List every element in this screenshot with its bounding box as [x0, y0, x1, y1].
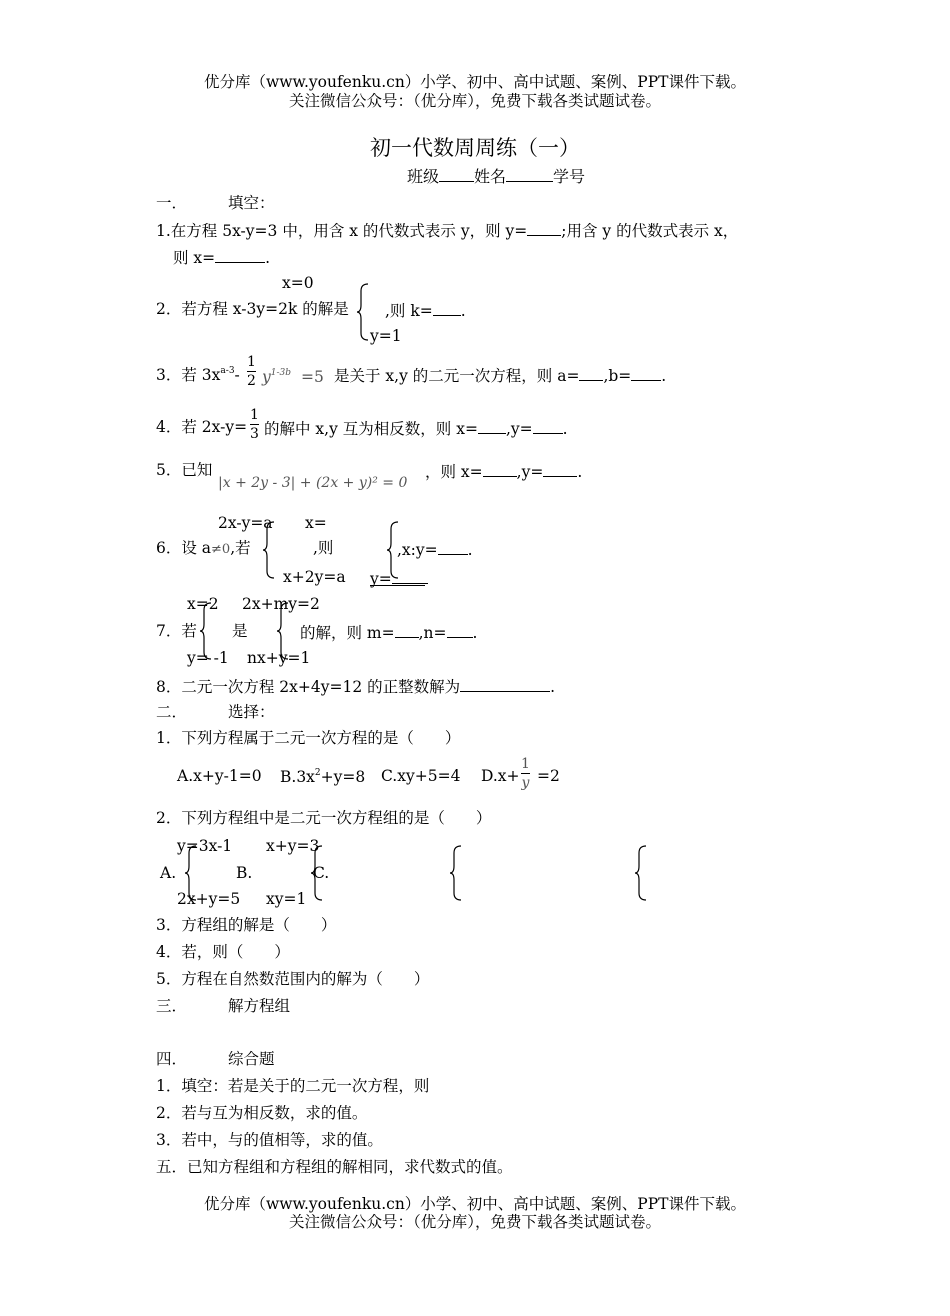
s2-q2: 2．下列方程组中是二元一次方程组的是（ ）: [156, 809, 492, 827]
s1-q7-text-d: ,n=: [418, 624, 447, 642]
s1-q6-text-a: 6．设 a: [156, 539, 212, 557]
s1-q2-text-a: 2．若方程 x-3y=2k 的解是: [156, 300, 349, 318]
s2-q1-option-d-frac: [518, 757, 533, 790]
header-line-1: 优分库（www.youfenku.cn）小学、初中、高中试题、案例、PPT课件下载。: [203, 73, 747, 91]
header-line-2: 关注微信公众号：（优分库），免费下载各类试题试卷。: [288, 92, 661, 110]
s1-q1-text-a: 1.在方程 5x-y=3 中，用含 x 的代数式表示 y，则 y=: [156, 222, 528, 240]
s1-q5-text-d: .: [577, 463, 583, 481]
s1-q6-y-label: y=: [370, 570, 392, 588]
s1-q4-text-a: 4．若 2x-y=: [156, 418, 248, 436]
section1-title: 填空：: [228, 194, 275, 212]
s1-q4-blank-y[interactable]: [533, 420, 563, 434]
section1-number: 一．: [156, 194, 188, 212]
s2-q2-b-eq1: x+y=3: [266, 837, 320, 855]
section5-text: 五．已知方程组和方程组的解相同，求代数式的值。: [156, 1158, 513, 1176]
s1-q2-top: x=0: [282, 274, 314, 292]
student-info: [407, 168, 585, 185]
s1-q4-text-d: .: [562, 420, 568, 438]
s1-q2-blank-k[interactable]: [433, 302, 461, 316]
s2-q2-a-eq2: 2x+y=5: [177, 890, 241, 908]
s2-q1-option-d: [481, 769, 520, 785]
s1-q4-line: [156, 420, 247, 436]
s2-q5: 5．方程在自然数范围内的解为（ ）: [156, 970, 430, 988]
s1-q2-tail: [385, 302, 466, 320]
s1-q2-bottom: y=1: [370, 327, 402, 345]
s2-q4: 4．若，则（ ）: [156, 943, 290, 961]
s2-q1-opt-b-b: +y=8: [320, 768, 366, 786]
s2-q2-a-eq1: y=3x-1: [177, 837, 233, 855]
s1-q6-text-e: .: [467, 541, 473, 559]
s2-q1: 1．下列方程属于二元一次方程的是（ ）: [156, 729, 461, 747]
s1-q1-line2: [173, 249, 270, 267]
s1-q3-line: [156, 367, 240, 384]
s1-q6-blank-ratio[interactable]: [438, 541, 468, 555]
s1-q4-text-c: ,y=: [505, 420, 533, 438]
s1-q3-text-e: .: [661, 367, 667, 385]
s2-q1-option-d-tail: =2: [537, 767, 560, 785]
s1-q7-blank-n[interactable]: [447, 624, 473, 638]
s1-q3-text-a: 3．若 3x: [156, 366, 221, 384]
s1-q6-underline: [370, 585, 425, 586]
s1-q3-ypart: [262, 369, 324, 386]
s1-q5-text-c: ,y=: [516, 463, 544, 481]
s2-q1-opt-d-a: D.x+: [481, 767, 520, 785]
page-title: 初一代数周周练（一）: [370, 136, 580, 160]
s1-q6-ratio: [397, 541, 473, 559]
class-label: 班级: [407, 167, 440, 186]
s1-q8-line: [156, 678, 555, 696]
s2-q2-option-b-label: B.: [236, 864, 253, 882]
section3-number: 三．: [156, 997, 188, 1015]
section3-title: 解方程组: [228, 997, 291, 1015]
s1-q4-frac-bot: 3: [250, 426, 259, 442]
s1-q5-blank-y[interactable]: [543, 463, 577, 477]
s2-q1-option-b: [280, 769, 365, 786]
s1-q6-blank-y[interactable]: [392, 570, 428, 584]
s1-q3-tail: [334, 367, 666, 385]
s1-q3-frac-bot: 2: [247, 373, 256, 389]
s1-q6-x: x=: [305, 514, 327, 532]
footer-line-1: 优分库（www.youfenku.cn）小学、初中、高中试题、案例、PPT课件下载。: [203, 1195, 747, 1213]
s1-q7-if: 7．若: [156, 622, 197, 640]
s4-q2: 2．若与互为相反数，求的值。: [156, 1104, 368, 1122]
s1-q4-blank-x[interactable]: [478, 420, 506, 434]
footer-line-2: 关注微信公众号：（优分库），免费下载各类试题试卷。: [288, 1213, 661, 1231]
s2-q2-option-c-label: C.: [313, 864, 330, 882]
s2-q1-opt-d-bot: y: [521, 775, 530, 791]
s1-q6-then: ,则: [313, 539, 334, 557]
s1-q7-y: y= -1: [187, 649, 229, 667]
s2-q1-opt-b-sup: 2: [314, 768, 321, 778]
s1-q7-tail: [300, 624, 477, 642]
s1-q6-eq2: x+2y=a: [283, 568, 346, 586]
s1-q3-eq: =5: [301, 368, 324, 386]
s1-q1-text-b: ;用含 y 的代数式表示 x，: [561, 222, 739, 240]
s1-q3-text-b: -: [234, 366, 240, 384]
s1-q3-text-c: 是关于 x,y 的二元一次方程，则 a=: [334, 367, 580, 385]
s1-q4-frac-top: 1: [250, 407, 259, 423]
s1-q7-x: x=2: [187, 595, 219, 613]
s1-q6-neq: ≠0: [211, 542, 231, 557]
s1-q8-text-b: .: [550, 678, 556, 696]
s1-q7-blank-m[interactable]: [395, 624, 419, 638]
s1-q8-blank[interactable]: [460, 678, 550, 692]
s1-q5-blank-x[interactable]: [483, 463, 517, 477]
id-label: 学号: [553, 167, 586, 186]
name-blank[interactable]: [506, 168, 553, 182]
s2-q1-option-a: A.x+y-1=0: [177, 767, 262, 785]
s1-q1-line1: [156, 222, 738, 240]
s1-q6-eq1: 2x-y=a: [218, 514, 273, 532]
s1-q3-text-d: ,b=: [603, 367, 632, 385]
s1-q5-line: [156, 463, 212, 479]
s1-q5-tail: [425, 463, 582, 481]
s1-q3-blank-a[interactable]: [579, 367, 603, 381]
s1-q7-text-c: 的解，则 m=: [300, 624, 395, 642]
s1-q3-sup: a-3: [220, 366, 235, 376]
name-label: 姓名: [474, 167, 507, 186]
s1-q5-text-b: ，则 x=: [425, 463, 483, 481]
s1-q2-text-b: ,则 k=: [385, 302, 433, 320]
section2-number: 二．: [156, 703, 188, 721]
s1-q2-brace: [356, 283, 370, 341]
s4-q1: 1．填空：若是关于的二元一次方程，则: [156, 1077, 430, 1095]
s1-q4-text-b: 的解中 x,y 互为相反数，则 x=: [264, 420, 478, 438]
section2-title: 选择：: [228, 703, 275, 721]
s1-q7-is: 是: [232, 622, 248, 640]
s1-q3-blank-b[interactable]: [631, 367, 661, 381]
s1-q1-blank-y[interactable]: [527, 222, 561, 236]
s1-q4-fraction: [247, 408, 262, 441]
s1-q5-text-a: 5．已知: [156, 461, 213, 479]
s1-q3-frac-top: 1: [247, 354, 256, 370]
s1-q2-line: [156, 302, 349, 318]
s1-q8-text-a: 8．二元一次方程 2x+4y=12 的正整数解为: [156, 678, 461, 696]
s1-q3-fraction: [244, 355, 259, 388]
s2-q2-option-a-label: A.: [160, 864, 177, 882]
s2-q1-option-c: C.xy+5=4: [381, 767, 461, 785]
s1-q3-ysup: 1-3b: [270, 368, 292, 378]
s2-q3: 3．方程组的解是（ ）: [156, 916, 337, 934]
section4-number: 四．: [156, 1050, 188, 1068]
s2-q1-opt-d-top: 1: [521, 756, 530, 772]
s1-q3-y: y: [262, 368, 271, 386]
s2-q2-brace-c: [449, 845, 463, 901]
s1-q6-line: [156, 541, 251, 557]
s1-q1-text-d: .: [265, 249, 271, 267]
class-blank[interactable]: [439, 168, 474, 182]
s1-q6-text-d: ,x:y=: [397, 541, 438, 559]
s1-q2-text-c: .: [460, 302, 466, 320]
s1-q7-text-e: .: [472, 624, 478, 642]
s4-q3: 3．若中，与的值相等，求的值。: [156, 1131, 383, 1149]
s1-q5-expression: |x + 2y - 3| + (2x + y)² = 0: [218, 475, 408, 491]
s1-q4-tail: [264, 420, 568, 438]
s2-q2-b-eq2: xy=1: [266, 890, 307, 908]
s1-q7-eq1: 2x+my=2: [242, 595, 320, 613]
s1-q1-text-c: 则 x=: [173, 249, 216, 267]
s2-q1-opt-b-a: B.3x: [280, 768, 315, 786]
s1-q6-brace-1: [262, 521, 276, 579]
s1-q7-eq2: nx+y=1: [247, 649, 311, 667]
s1-q1-blank-x[interactable]: [215, 249, 265, 263]
section4-title: 综合题: [228, 1050, 275, 1068]
s2-q2-brace-d: [634, 845, 648, 901]
s1-q6-text-b: ,若: [230, 539, 251, 557]
